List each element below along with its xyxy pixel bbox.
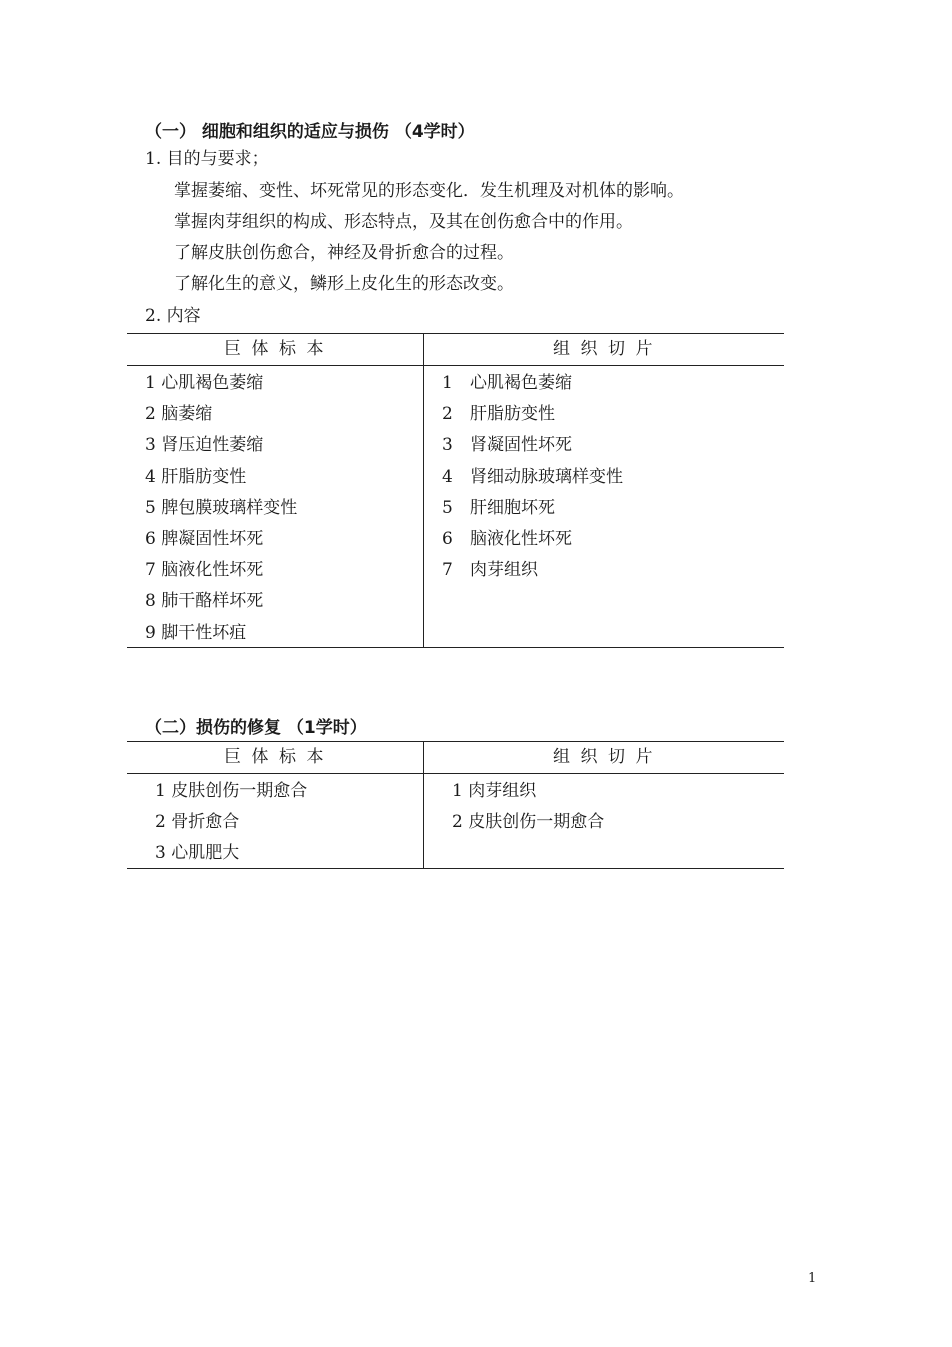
gross-specimen-column: [127, 742, 424, 868]
table-row: [424, 555, 784, 586]
table-row: [424, 462, 784, 493]
table-row: 3 肾压迫性萎缩: [145, 435, 264, 456]
content-heading: 2. 内容: [145, 306, 201, 326]
table-row: [424, 368, 784, 399]
table-row: 2 皮肤创伤一期愈合: [452, 812, 605, 833]
table-row: 4 肝脂肪变性: [145, 466, 247, 487]
row-text: 肾细动脉玻璃样变性: [470, 466, 623, 487]
row-number: 1: [442, 373, 453, 393]
table-row: 9 脚干性坏疽: [145, 622, 247, 643]
objective-line: 了解皮肤创伤愈合，神经及骨折愈合的过程。: [174, 243, 514, 263]
table-row: [424, 493, 784, 524]
row-number: 6: [442, 528, 453, 549]
objective-line: 掌握肉芽组织的构成、形态特点，及其在创伤愈合中的作用。: [174, 212, 633, 232]
row-text: 肝细胞坏死: [470, 497, 555, 518]
row-text: 肉芽组织: [470, 560, 538, 581]
gross-specimen-header: 巨 体 标 本: [127, 742, 423, 774]
section2-title: （二）损伤的修复 （1学时）: [145, 718, 367, 738]
table-row: 7 脑液化性坏死: [145, 560, 264, 581]
row-text: 肾凝固性坏死: [470, 435, 572, 456]
table-row: [424, 399, 784, 430]
row-number: 4: [442, 466, 453, 487]
table-row: [424, 430, 784, 461]
table-row: 3 心肌肥大: [155, 843, 240, 864]
table-row: 1 心肌褐色萎缩: [145, 373, 264, 393]
gross-specimen-header: 巨 体 标 本: [127, 334, 423, 366]
page-number: 1: [808, 1271, 817, 1286]
tissue-section-column: [424, 334, 784, 647]
row-text: 肝脂肪变性: [470, 404, 555, 425]
row-number: 3: [442, 435, 453, 456]
specimen-table-2: [127, 741, 784, 869]
row-number: 2: [442, 404, 453, 425]
table-row: 1 皮肤创伤一期愈合: [155, 781, 308, 801]
table-row: 2 脑萎缩: [145, 404, 213, 425]
section1-title: （一） 细胞和组织的适应与损伤 （4学时）: [145, 122, 475, 142]
table-row: [424, 524, 784, 555]
specimen-table-1: [127, 333, 784, 648]
objectives-heading: 1. 目的与要求；: [145, 149, 269, 169]
table-row: 6 脾凝固性坏死: [145, 528, 264, 549]
row-number: 7: [442, 560, 453, 581]
table-row: 2 骨折愈合: [155, 812, 240, 833]
tissue-section-header: 组 织 切 片: [424, 334, 784, 366]
objective-line: 掌握萎缩、变性、坏死常见的形态变化．发生机理及对机体的影响。: [174, 181, 684, 201]
tissue-section-column: [424, 742, 784, 868]
table-row: 8 肺干酪样坏死: [145, 591, 264, 612]
row-number: 5: [442, 497, 453, 518]
tissue-section-header: 组 织 切 片: [424, 742, 784, 774]
table-row: 1 肉芽组织: [452, 781, 537, 801]
objective-line: 了解化生的意义，鳞形上皮化生的形态改变。: [174, 274, 514, 294]
table-row: 5 脾包膜玻璃样变性: [145, 497, 298, 518]
row-text: 脑液化性坏死: [470, 528, 572, 549]
row-text: 心肌褐色萎缩: [470, 373, 572, 393]
gross-specimen-column: [127, 334, 424, 647]
